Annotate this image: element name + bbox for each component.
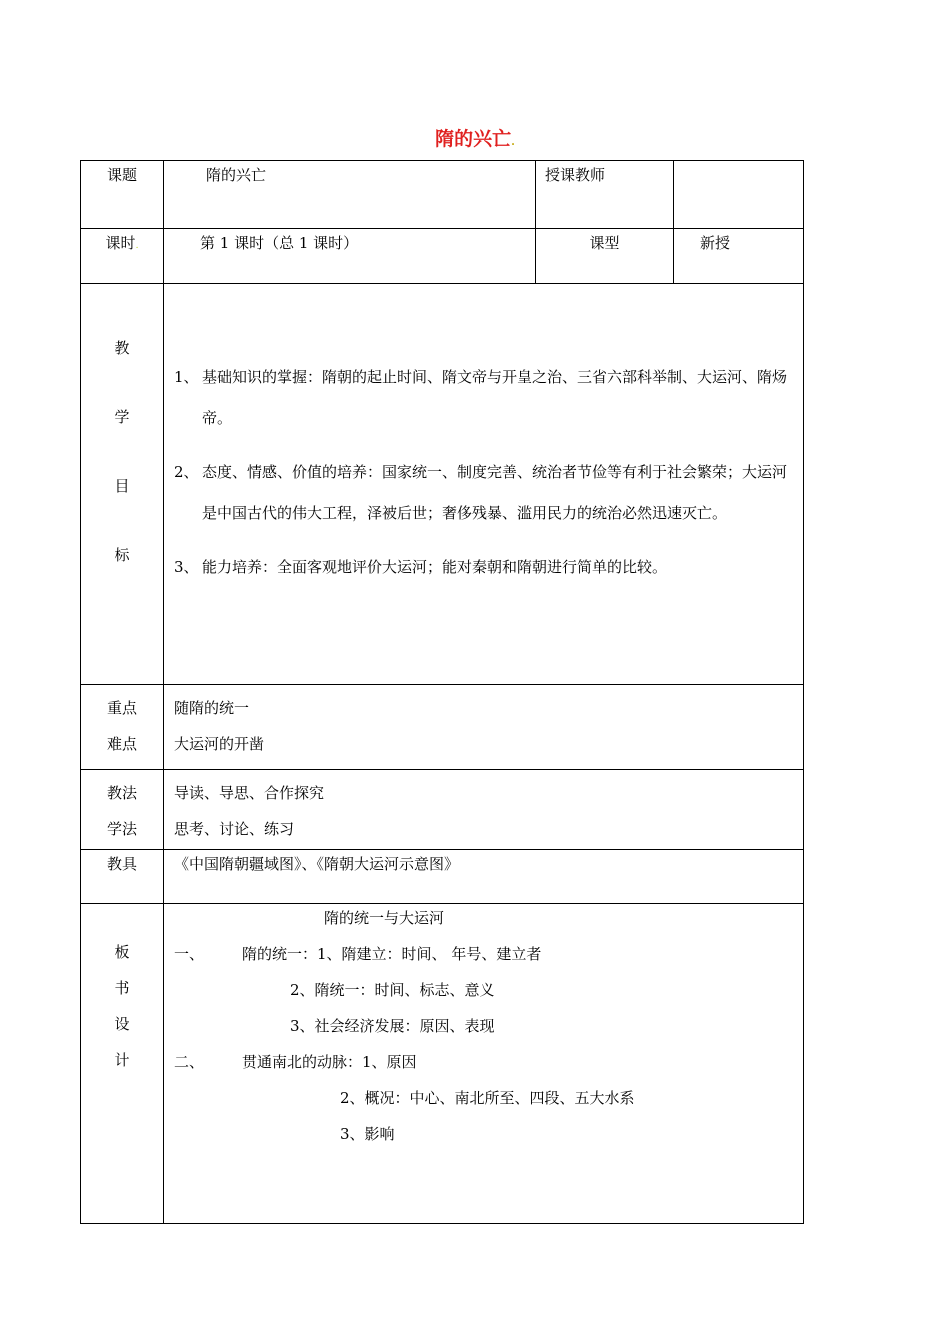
- goal-item: [174, 547, 789, 588]
- lesson-plan-table: [80, 160, 804, 1224]
- board-content: [164, 904, 804, 1224]
- board-row: [81, 904, 804, 1224]
- goal-number: 2、: [174, 463, 199, 481]
- board-line: 3、社会经济发展：原因、表现: [290, 1017, 495, 1035]
- type-value: 新授: [674, 229, 804, 284]
- board-heading: 隋的统一与大运河: [324, 909, 445, 927]
- difficulty-label: 难点: [106, 735, 137, 753]
- tools-row: [81, 850, 804, 904]
- goal-text: 能力培养：全面客观地评价大运河；能对秦朝和隋朝进行简单的比较。: [202, 558, 668, 576]
- board-line: 2、概况：中心、南北所至、四段、五大水系: [340, 1089, 635, 1107]
- key-points-label: [81, 685, 164, 770]
- board-label-char: 书: [114, 979, 130, 997]
- tools-value: 《中国隋朝疆域图》、《隋朝大运河示意图》: [164, 850, 804, 904]
- period-value: 第 1 课时（总 1 课时）: [164, 229, 536, 284]
- goals-label-char: 目: [114, 477, 130, 495]
- difficulty-line: 大运河的开凿: [174, 735, 265, 753]
- learning-method-label: 学法: [106, 820, 137, 838]
- goal-number: 1、: [174, 368, 199, 386]
- teacher-value: [674, 161, 804, 229]
- key-points-row: [81, 685, 804, 770]
- board-section-number: 二、: [174, 1053, 205, 1071]
- goals-content: [164, 284, 804, 685]
- learning-method-line: 思考、讨论、练习: [174, 820, 295, 838]
- methods-row: [81, 770, 804, 850]
- board-label-char: 计: [114, 1051, 130, 1069]
- board-label: [81, 904, 164, 1224]
- board-label-char: 设: [114, 1015, 130, 1033]
- goal-text: 基础知识的掌握：隋朝的起止时间、隋文帝与开皇之治、三省六部科举制、大运河、隋炀帝。: [202, 368, 788, 427]
- period-label: 课时.: [81, 229, 164, 284]
- board-line: 隋的统一：1、隋建立：时间、 年号、建立者: [242, 945, 542, 963]
- page-title: 隋的兴亡.: [435, 128, 515, 150]
- goals-row: [81, 284, 804, 685]
- goal-item: [174, 452, 789, 533]
- goal-text: 态度、情感、价值的培养：国家统一、制度完善、统治者节俭等有利于社会繁荣；大运河是中国古代的伟大工程，泽被后世；奢侈残暴、滥用民力的统治必然迅速灭亡。: [202, 463, 788, 522]
- goal-item: [174, 357, 789, 438]
- stray-mark: .: [511, 137, 515, 148]
- teacher-label: 授课教师: [536, 161, 674, 229]
- goals-label: [81, 284, 164, 685]
- board-line: 贯通南北的动脉：1、原因: [242, 1053, 417, 1071]
- tools-label: 教具: [81, 850, 164, 904]
- topic-value: 隋的兴亡: [164, 161, 536, 229]
- teaching-method-label: 教法: [106, 784, 137, 802]
- methods-content: [164, 770, 804, 850]
- goal-number: 3、: [174, 558, 199, 576]
- goals-label-char: 学: [114, 408, 130, 426]
- goals-label-char: 标: [114, 546, 130, 564]
- key-points-content: [164, 685, 804, 770]
- type-label: 课型: [536, 229, 674, 284]
- key-label: 重点: [106, 699, 137, 717]
- period-row: [81, 229, 804, 284]
- topic-row: [81, 161, 804, 229]
- board-line: 3、影响: [340, 1125, 395, 1143]
- methods-label: [81, 770, 164, 850]
- key-point-line: 随隋的统一: [174, 699, 250, 717]
- board-section-number: 一、: [174, 945, 205, 963]
- topic-label: 课题: [81, 161, 164, 229]
- board-line: 2、隋统一：时间、标志、意义: [290, 981, 495, 999]
- board-label-char: 板: [114, 943, 130, 961]
- teaching-method-line: 导读、导思、合作探究: [174, 784, 325, 802]
- goals-label-char: 教: [114, 339, 130, 357]
